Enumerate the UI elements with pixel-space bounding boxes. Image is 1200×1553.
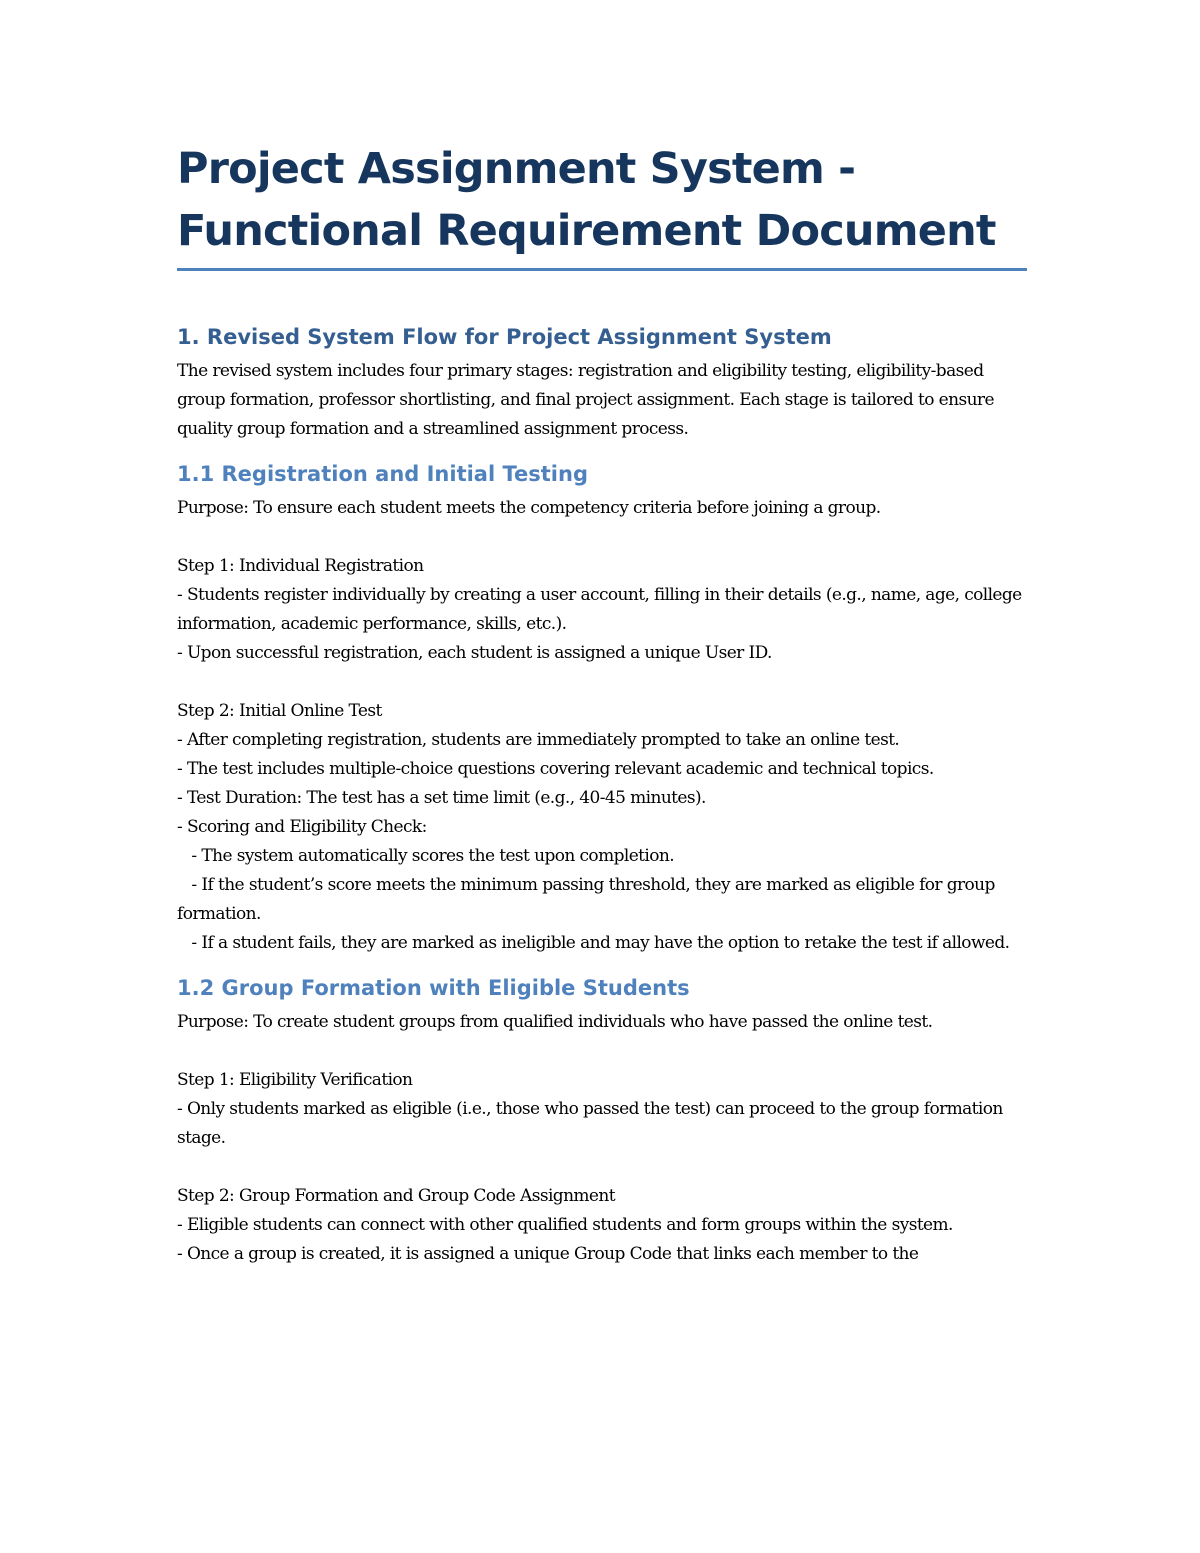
section-1-1-step-2-line-1: - After completing registration, students are immediately prompted to take an online test. [177,730,900,750]
section-1-2-step-2-line-2: - Once a group is created, it is assigned a unique Group Code that links each member to the [177,1244,919,1264]
section-1-1-step-2-line-4: - Scoring and Eligibility Check: [177,817,427,837]
document-title: Project Assignment System - Functional Requirement Document [177,138,1027,271]
section-1-1-step-2-line-2: - The test includes multiple-choice questions covering relevant academic and technical topics. [177,759,934,779]
section-1-2-step-2-line-1: - Eligible students can connect with other qualified students and form groups within the system. [177,1215,953,1235]
section-1-1-step-2-line-6: - If the student’s score meets the minimum passing threshold, they are marked as eligible for group formation. [177,875,1000,924]
section-1-2-step-1-title: Step 1: Eligibility Verification [177,1070,413,1090]
section-1-intro: The revised system includes four primary stages: registration and eligibility testing, eligibility-based group formation, professor shortlisting, and final project assignment. Each stage is tailored to ensure quality group formation and a streamlined assignment process. [177,361,999,439]
section-1-1-step-1-line-1: - Students register individually by creating a user account, filling in their details (e.g., name, age, college information, academic performance, skills, etc.). [177,585,1027,634]
section-1-1-step-2-line-7: - If a student fails, they are marked as ineligible and may have the option to retake the test if allowed. [177,933,1010,953]
section-1-1-step-2-title: Step 2: Initial Online Test [177,701,382,721]
paragraph-spacer [177,668,1027,697]
section-1-heading: 1. Revised System Flow for Project Assignment System [177,325,832,349]
section-1-1-step-2-line-3: - Test Duration: The test has a set time limit (e.g., 40-45 minutes). [177,788,706,808]
section-1-2-heading: 1.2 Group Formation with Eligible Students [177,976,690,1000]
paragraph-spacer [177,1037,1027,1066]
section-1-1-step-1-line-2: - Upon successful registration, each student is assigned a unique User ID. [177,643,772,663]
section-1-1-step-2-line-5: - The system automatically scores the test upon completion. [177,846,675,866]
paragraph-spacer [177,523,1027,552]
section-1-1-purpose: Purpose: To ensure each student meets the competency criteria before joining a group. [177,498,881,518]
document-page [177,138,1027,1269]
section-1-2-step-2-title: Step 2: Group Formation and Group Code Assignment [177,1186,615,1206]
section-1-2-purpose: Purpose: To create student groups from qualified individuals who have passed the online test. [177,1012,933,1032]
paragraph-spacer [177,1153,1027,1182]
section-1-1-heading: 1.1 Registration and Initial Testing [177,462,588,486]
section-1-1-step-1-title: Step 1: Individual Registration [177,556,424,576]
section-1-2-step-1-line-1: - Only students marked as eligible (i.e., those who passed the test) can proceed to the group formation stage. [177,1099,1008,1148]
